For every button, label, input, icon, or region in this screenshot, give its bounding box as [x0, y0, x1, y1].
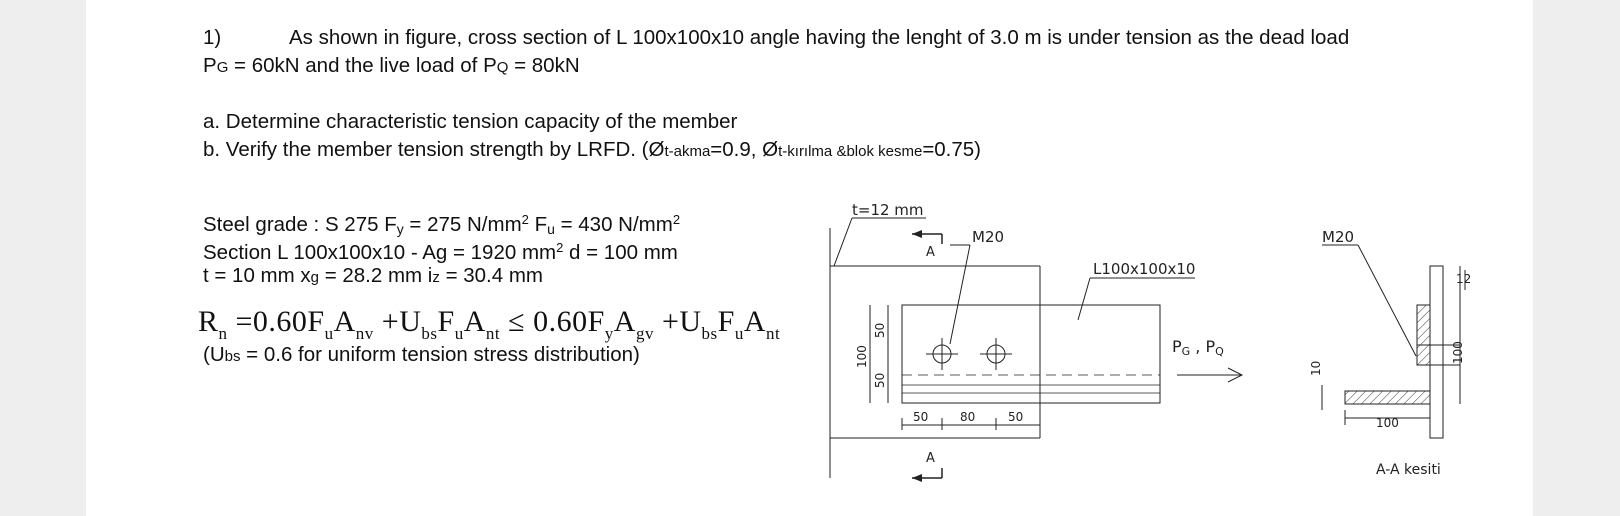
task-a: a. Determine characteristic tension capacity of the member [203, 110, 738, 133]
task-b: b. Verify the member tension strength by LRFD. (Øt-akma=0.9, Øt-kırılma &blok kesme=0.75) [203, 138, 982, 161]
section-vertical-leg [1417, 305, 1430, 365]
section-mark-top: A [926, 245, 935, 260]
load-line: PG = 60kN and the live load of PQ = 80kN [203, 54, 580, 77]
problem-intro: As shown in figure, cross section of L 100x100x10 angle having the lenght of 3.0 m is under tension as the dead load [289, 26, 1350, 49]
block-shear-formula: $R_n =0.60F_uA_{nv} +U_{bs}F_uA_{nt} \le 0.60F_yA_{gv} +U_{bs}F_uA_{nt}$ [198, 305, 781, 343]
load-label: PG , PQ [1172, 337, 1224, 358]
dim-50-lower: 50 [873, 372, 887, 388]
dim-12: 12 [1456, 272, 1472, 286]
problem-number: 1) [203, 26, 222, 49]
dim-50-upper: 50 [873, 322, 887, 338]
bolt-label-left: M20 [972, 228, 1005, 246]
section-gusset-plate [1430, 266, 1443, 438]
dim-100-right: 100 [1451, 341, 1465, 364]
bolt-label-right: M20 [1322, 228, 1355, 246]
dim-100-horizontal: 100 [1376, 416, 1399, 430]
thickness-line: t = 10 mm xg = 28.2 mm iz = 30.4 mm [203, 264, 543, 287]
section-mark-bottom: A [926, 451, 935, 466]
section-horizontal-leg [1345, 391, 1430, 404]
section-caption: A-A kesiti [1376, 462, 1441, 478]
ubs-note: (Ubs = 0.6 for uniform tension stress distribution) [203, 343, 640, 366]
dim-bottom-50b: 50 [1008, 410, 1024, 424]
dim-bottom-80: 80 [960, 410, 976, 424]
steel-grade-line: Steel grade : S 275 $F_y = 275$ $N/mm^2$ $F_u = 430$ $N/mm^2$ [203, 212, 681, 237]
dim-100-vertical: 100 [855, 345, 869, 368]
dim-bottom-50a: 50 [913, 410, 929, 424]
angle-label: L100x100x10 [1093, 260, 1196, 278]
dim-10: 10 [1309, 360, 1323, 376]
section-line: Section L 100x100x10 - Ag = 1920 $mm^2$ d = 100 mm [203, 240, 678, 264]
thickness-label: t=12 mm [852, 201, 924, 219]
